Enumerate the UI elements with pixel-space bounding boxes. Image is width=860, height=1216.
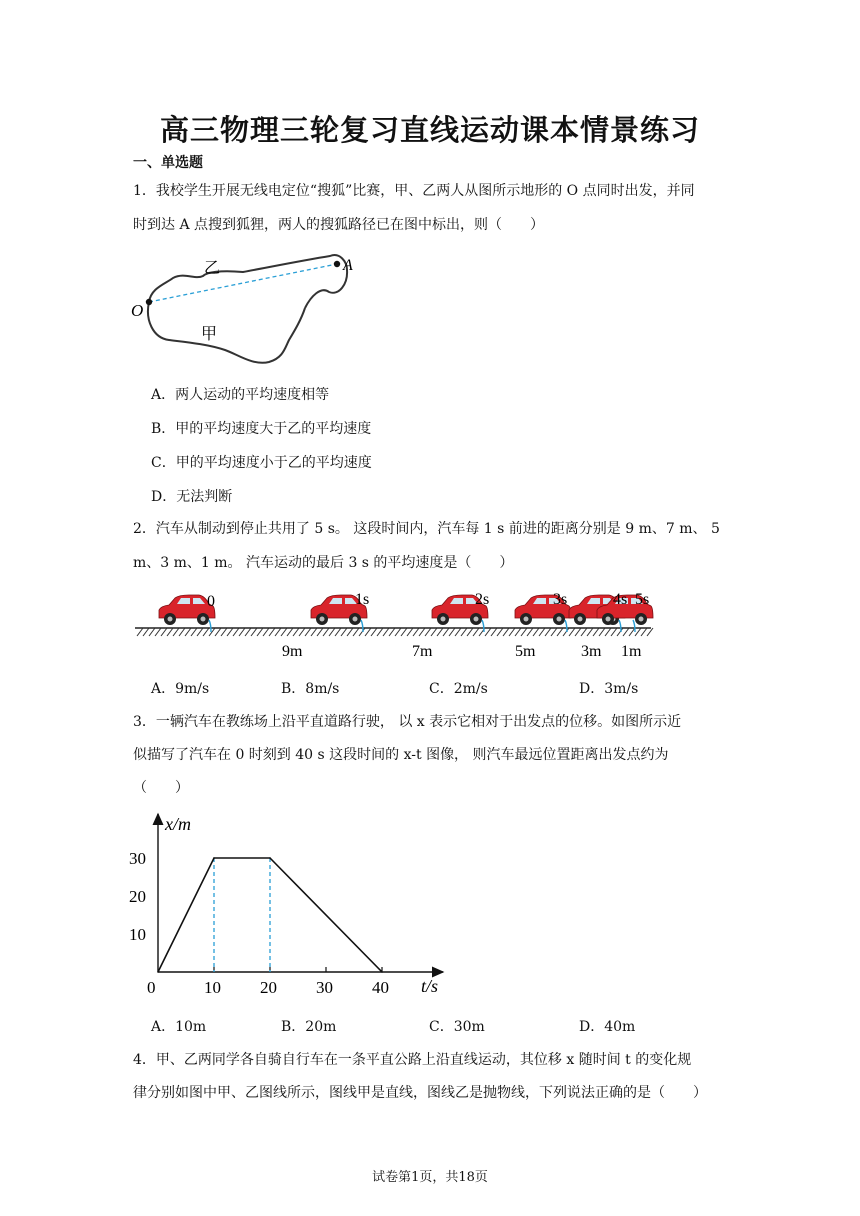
q2-option-a[interactable]: A．9m/s	[151, 681, 210, 697]
question-1-line-1: 1．我校学生开展无线电定位“搜狐”比赛，甲、乙两人从图所示地形的 O 点同时出发，并同	[133, 183, 695, 199]
x-tick-label-4: 40	[372, 978, 389, 997]
x-tick-label-1: 10	[204, 978, 221, 997]
section-heading: 一、单选题	[133, 155, 203, 171]
q3-option-c[interactable]: C．30m	[429, 1019, 485, 1035]
path-jia	[148, 302, 305, 363]
point-o	[146, 299, 152, 305]
q1-option-c[interactable]: C．甲的平均速度小于乙的平均速度	[151, 455, 372, 471]
question-2-line-1: 2．汽车从制动到停止共用了 5 s。 这段时间内，汽车每 1 s 前进的距离分别是 9 m、7 m、 5	[133, 521, 720, 537]
x-tick-label-2: 20	[260, 978, 277, 997]
time-label-4: 4s	[613, 591, 628, 608]
time-label-2: 2s	[475, 591, 490, 608]
braking-car-figure	[125, 584, 665, 664]
data-point-1	[213, 857, 215, 859]
y-axis-label: x/m	[165, 814, 191, 834]
xt-graph	[125, 808, 455, 1000]
time-label-1: 1s	[355, 591, 370, 608]
time-label-3: 3s	[553, 591, 568, 608]
point-a	[334, 261, 340, 267]
time-label-0: 0	[207, 593, 215, 610]
q1-option-d[interactable]: D．无法判断	[151, 489, 233, 505]
position-mark-0	[209, 620, 211, 632]
q3-option-d[interactable]: D．40m	[579, 1019, 636, 1035]
x-tick-label-0: 0	[147, 978, 156, 997]
question-4-line-2: 律分别如图中甲、乙图线所示，图线甲是直线，图线乙是抛物线，下列说法正确的是（ ）	[133, 1085, 707, 1101]
q1-option-b[interactable]: B．甲的平均速度大于乙的平均速度	[151, 421, 372, 437]
question-3-line-2: 似描写了汽车在 0 时刻到 40 s 这段时间的 x-t 图像， 则汽车最远位置距离出发点约为	[133, 747, 669, 763]
data-point-3	[381, 971, 383, 973]
q3-option-a[interactable]: A．10m	[151, 1019, 207, 1035]
position-mark-4	[619, 620, 621, 632]
label-jia: 甲	[201, 326, 218, 343]
position-mark-3	[565, 620, 567, 632]
data-point-0	[157, 971, 159, 973]
label-o: O	[131, 301, 144, 320]
label-a: A	[343, 257, 353, 274]
distance-label-3: 3m	[581, 643, 602, 660]
data-point-2	[269, 857, 271, 859]
question-4-line-1: 4．甲、乙两同学各自骑自行车在一条平直公路上沿直线运动，其位移 x 随时间 t 的变化规	[133, 1052, 692, 1068]
y-tick-label-2: 30	[129, 849, 146, 868]
x-axis-label: t/s	[421, 976, 439, 996]
road-hatching	[137, 628, 653, 636]
q3-option-b[interactable]: B．20m	[281, 1019, 337, 1035]
page-footer: 试卷第1页，共18页	[372, 1170, 488, 1185]
distance-label-0: 9m	[282, 643, 303, 660]
terrain-path-figure	[125, 248, 365, 370]
q2-option-d[interactable]: D．3m/s	[579, 681, 639, 697]
q1-option-a[interactable]: A．两人运动的平均速度相等	[151, 387, 330, 403]
question-2-line-2: m、3 m、1 m。 汽车运动的最后 3 s 的平均速度是（ ）	[133, 555, 514, 571]
q2-option-c[interactable]: C．2m/s	[429, 681, 488, 697]
time-label-5: 5s	[635, 591, 650, 608]
displacement-dashed-line	[149, 264, 337, 302]
y-tick-label-0: 10	[129, 925, 146, 944]
question-3-line-1: 3．一辆汽车在教练场上沿平直道路行驶， 以 x 表示它相对于出发点的位移。如图所示近	[133, 714, 682, 730]
q2-option-b[interactable]: B．8m/s	[281, 681, 340, 697]
position-mark-1	[361, 620, 363, 632]
x-tick-label-3: 30	[316, 978, 333, 997]
distance-label-1: 7m	[412, 643, 433, 660]
question-3-line-3: （ ）	[133, 780, 189, 796]
label-yi: 乙	[204, 260, 221, 277]
distance-label-2: 5m	[515, 643, 536, 660]
page-title: 高三物理三轮复习直线运动课本情景练习	[159, 113, 700, 147]
question-1-line-2: 时到达 A 点搜到狐狸，两人的搜狐路径已在图中标出，则（ ）	[133, 217, 545, 233]
distance-label-4: 1m	[621, 643, 642, 660]
y-tick-label-1: 20	[129, 887, 146, 906]
